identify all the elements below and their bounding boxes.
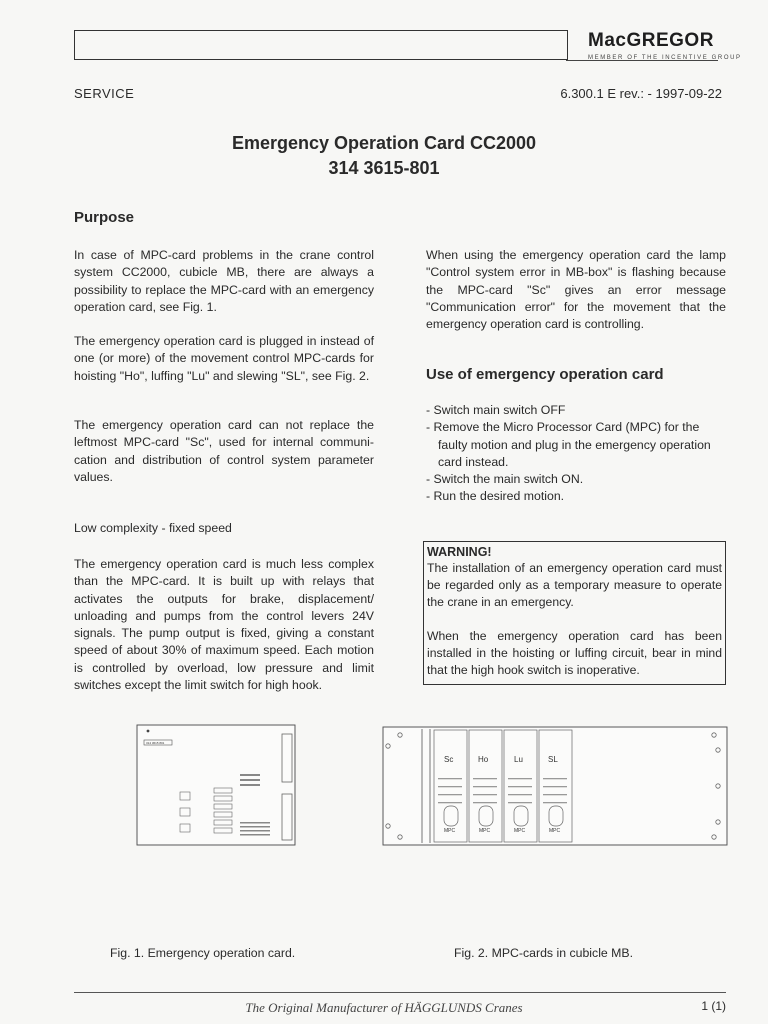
brand-logo: MacGREGOR: [588, 30, 714, 51]
low-complexity-paragraph: The emergency operation card is much less complex than the MPC-card. It is built up with relays that activates the outputs for brake, displacement/ unloading and pumps from the control levers 24V signals. The pump output is fixed, giving a constant speed of about 30% of maximum speed. Each motion is controlled by overload, low pressure and limit switches except the limit switch for high hook.: [74, 557, 374, 693]
low-complexity-subheading: Low complexity - fixed speed: [74, 521, 232, 535]
purpose-paragraph-2: The emergency operation card is plugged in instead of one (or more) of the movement control MPC-cards for hoisting "Ho", luffing "Lu" and slewing "SL", see Fig. 2.: [74, 334, 374, 383]
usage-heading: Use of emergency operation card: [426, 366, 664, 383]
footer-rule: [74, 992, 726, 993]
document-part-number: 314 3615-801: [328, 158, 440, 178]
warning-title: WARNING!: [427, 545, 492, 559]
lamp-flashing-paragraph: When using the emergency operation card the lamp "Control system error in MB-box" is flashing because the MPC-card "Sc" gives an error message "Communication error" for the movement that the emergency operation card is controlling.: [426, 248, 726, 332]
usage-step: - Remove the Micro Processor Card (MPC) for the faulty motion and plug in the emergency operation card instead.: [426, 419, 726, 471]
page-number: 1 (1): [701, 999, 726, 1013]
usage-step: - Run the desired motion.: [426, 488, 726, 505]
card-label-ho: Ho: [478, 755, 489, 764]
header-frame: [74, 30, 568, 60]
document-reference: 6.300.1 E rev.: - 1997-09-22: [560, 86, 722, 101]
usage-steps-list: [426, 402, 726, 506]
document-title: Emergency Operation Card CC2000: [231, 133, 537, 153]
brand-tagline: MEMBER OF THE INCENTIVE GROUP: [588, 55, 742, 61]
warning-box: [423, 541, 726, 685]
footer-text: The Original Manufacturer of HÄGGLUNDS Cranes: [245, 1000, 523, 1015]
mpc-label-1: MPC: [444, 828, 456, 834]
mpc-cubicle-diagram: [382, 726, 728, 846]
figure-2-caption: Fig. 2. MPC-cards in cubicle MB.: [454, 946, 634, 960]
mpc-label-3: MPC: [514, 828, 526, 834]
usage-step: - Switch the main switch ON.: [426, 471, 726, 488]
warning-paragraph-2: When the emergency operation card has been installed in the hoisting or luffing circuit, bear in mind that the high hook switch is inoperative.: [427, 629, 722, 677]
figure-1-caption: Fig. 1. Emergency operation card.: [110, 946, 296, 960]
purpose-heading: Purpose: [74, 209, 135, 226]
mpc-label-2: MPC: [479, 828, 491, 834]
warning-paragraph-1: The installation of an emergency operation card must be regarded only as a temporary measure to operate the crane in an emergency.: [427, 561, 722, 609]
purpose-paragraph-3: The emergency operation card can not replace the leftmost MPC-card "Sc", used for internal communi-cation and distribution of control system parameter values.: [74, 418, 374, 484]
card-label-lu: Lu: [514, 755, 523, 764]
card-part-label: 314 3615 801: [146, 741, 165, 745]
card-label-sc: Sc: [444, 755, 454, 764]
card-label-sl: SL: [548, 755, 558, 764]
emergency-card-diagram: [136, 724, 296, 846]
mpc-label-4: MPC: [549, 828, 561, 834]
section-label: SERVICE: [74, 86, 135, 101]
usage-step: - Switch main switch OFF: [426, 402, 726, 419]
purpose-paragraph-1: In case of MPC-card problems in the crane control system CC2000, cubicle MB, there are always a possibility to replace the MPC-card with an emergency operation card, see Fig. 1.: [74, 248, 374, 314]
